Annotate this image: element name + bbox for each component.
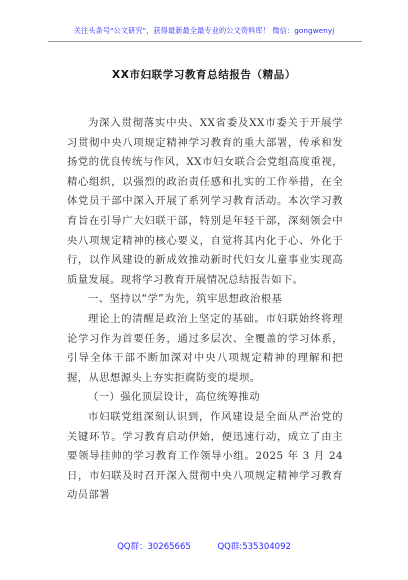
footer-qq-group-1: QQ群：30265665 bbox=[117, 542, 191, 552]
section-heading-1: 一、坚持以“学”为先，筑牢思想政治根基 bbox=[88, 293, 283, 306]
subsection-heading-1: （一）强化顶层设计，高位统筹推动 bbox=[88, 391, 260, 404]
subsection-paragraph-1: 市妇联党组深刻认识到，作风建设是全面从严治党的关键环节。学习教育启动伊始，便迅速行动，成立了由主要领导挂帅的学习教育工作领导小组。2025 年 3 月 24 日，市妇联及时召开深入贯彻中央八项规定精神学习教育动员部署 bbox=[67, 410, 343, 502]
header-notice: 关注头条号"公文研究"，获得最新最全最专业的公文资料库！ 微信：gongwenyj bbox=[73, 26, 335, 35]
footer-qq-groups bbox=[0, 540, 408, 552]
header-divider bbox=[48, 41, 362, 42]
document-title: XX市妇联学习教育总结报告（精品） bbox=[112, 69, 296, 81]
section-paragraph-1: 理论上的清醒是政治上坚定的基础。市妇联始终将理论学习作为首要任务，通过多层次、全覆盖的学习体系，引导全体干部不断加深对中央八项规定精神的理解和把握，从思想源头上夯实拒腐防变的堤坝。 bbox=[67, 312, 343, 384]
document-body bbox=[67, 114, 343, 506]
intro-paragraph: 为深入贯彻落实中央、XX省委及XX市委关于开展学习贯彻中央八项规定精神学习教育的重大部署，传承和发扬党的优良传统与作风，XX市妇女联合会党组高度重视，精心组织，以强烈的政治责任感和扎实的工作举措，在全体党员干部中深入开展了系列学习教育活动。本次学习教育旨在引导广大妇联干部，特别是年轻干部，深刻领会中央八项规定精神的核心要义，自觉将其内化于心、外化于行，以作风建设的新成效推动新时代妇女儿童事业实现高质量发展。现将学习教育开展情况总结报告如下。 bbox=[67, 117, 343, 286]
footer-qq-group-2: QQ群:535304092 bbox=[217, 542, 291, 552]
